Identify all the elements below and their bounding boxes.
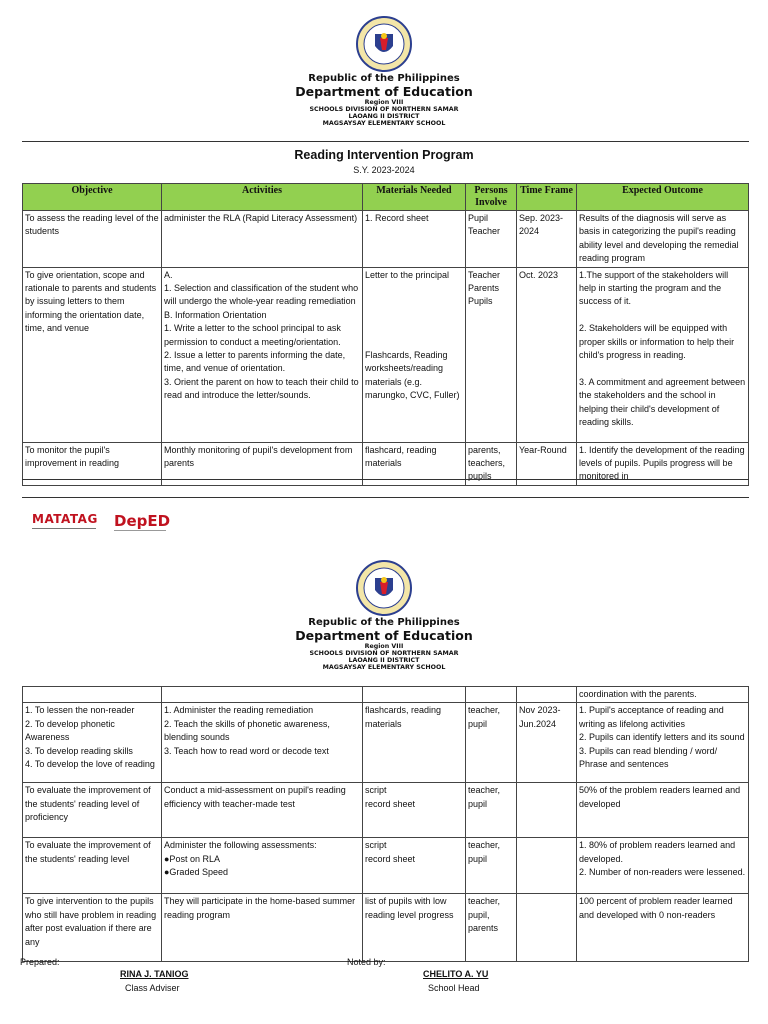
header-divider: [22, 141, 749, 142]
deped-seal-logo: [356, 560, 412, 616]
objective-cell: To evaluate the improvement of the students' reading level of proficiency: [23, 783, 162, 838]
col-time-frame: Time Frame: [517, 184, 577, 211]
persons-cell: Pupil Teacher: [466, 211, 517, 268]
persons-cell: parents, teachers, pupils: [466, 442, 517, 485]
persons-cell: [466, 687, 517, 703]
department-line: Department of Education: [295, 84, 473, 99]
table-header-row: [23, 184, 749, 211]
persons-cell: teacher, pupil: [466, 703, 517, 783]
time-frame-cell: Sep. 2023-2024: [517, 211, 577, 268]
prepared-name: RINA J. TANIOG: [120, 969, 189, 979]
school-line: MAGSAYSAY ELEMENTARY SCHOOL: [322, 120, 446, 128]
division-line: SCHOOLS DIVISION OF NORTHERN SAMAR: [309, 649, 459, 657]
col-objective: Objective: [23, 184, 162, 211]
table-row: [23, 267, 749, 442]
outcome-cell: 1. Pupil's acceptance of reading and writing as lifelong activities 2. Pupils can identify letters and its sound 3. Pupils can read blending / word/ Phrase and sentences: [577, 703, 749, 783]
republic-line: Republic of the Philippines: [308, 73, 460, 84]
intervention-table-page1: [22, 183, 749, 486]
objective-cell: To assess the reading level of the students: [23, 211, 162, 268]
materials-cell: list of pupils with low reading level progress: [363, 894, 466, 962]
materials-cell: [363, 687, 466, 703]
district-line: LAOANG II DISTRICT: [348, 113, 420, 121]
deped-tagline-line: [114, 530, 166, 531]
objective-cell: To give intervention to the pupils who still have problem in reading after post evaluation if there are any: [23, 894, 162, 962]
letterhead: [0, 74, 768, 128]
objective-cell: To evaluate the improvement of the students' reading level: [23, 838, 162, 894]
time-frame-cell: [517, 687, 577, 703]
time-frame-cell: [517, 838, 577, 894]
program-title: Reading Intervention Program: [294, 148, 474, 162]
prepared-role: Class Adviser: [125, 983, 180, 993]
intervention-table-page2: [22, 686, 749, 962]
activities-cell: Monthly monitoring of pupil's development from parents: [162, 442, 363, 485]
materials-cell: flashcard, reading materials: [363, 442, 466, 485]
persons-cell: teacher, pupil, parents: [466, 894, 517, 962]
outcome-cell: 1. Identify the development of the reading levels of pupils. Pupils progress will be monitored in: [577, 442, 749, 485]
table-row: [23, 894, 749, 962]
col-expected-outcome: Expected Outcome: [577, 184, 749, 211]
materials-cell: script record sheet: [363, 838, 466, 894]
district-line: LAOANG II DISTRICT: [348, 657, 420, 665]
letterhead: [0, 618, 768, 672]
division-line: SCHOOLS DIVISION OF NORTHERN SAMAR: [309, 105, 459, 113]
activities-cell: [162, 687, 363, 703]
prepared-label: Prepared:: [20, 957, 60, 967]
table-row: [23, 211, 749, 268]
outcome-cell: coordination with the parents.: [577, 687, 749, 703]
materials-cell: flashcards, reading materials: [363, 703, 466, 783]
school-year: S.Y. 2023-2024: [353, 165, 415, 175]
materials-cell: 1. Record sheet: [363, 211, 466, 268]
activities-cell: Administer the following assessments: ●Post on RLA ●Graded Speed: [162, 838, 363, 894]
time-frame-cell: Year-Round: [517, 442, 577, 485]
activities-cell: They will participate in the home-based summer reading program: [162, 894, 363, 962]
outcome-cell: Results of the diagnosis will serve as basis in categorizing the pupil's reading ability level and developing the remedial reading program: [577, 211, 749, 268]
region-line: Region VIII: [364, 98, 404, 106]
outcome-cell: 1.The support of the stakeholders will help in starting the program and the success of it. 2. Stakeholders will be equipped with proper skills or information to help their child's progress in reading. 3. A commitment and agreement between the stakeholders and the school in helping their child's development of reading skills.: [577, 267, 749, 442]
activities-cell: administer the RLA (Rapid Literacy Assessment): [162, 211, 363, 268]
table-row: [23, 703, 749, 783]
noted-name: CHELITO A. YU: [423, 969, 489, 979]
time-frame-cell: Oct. 2023: [517, 267, 577, 442]
republic-line: Republic of the Philippines: [308, 617, 460, 628]
table-row: [23, 783, 749, 838]
objective-cell: To give orientation, scope and rationale to parents and students by issuing letters to them informing the orientation date, time, and venue: [23, 267, 162, 442]
activities-cell: Conduct a mid-assessment on pupil's reading efficiency with teacher-made test: [162, 783, 363, 838]
deped-seal-logo: [356, 16, 412, 72]
school-line: MAGSAYSAY ELEMENTARY SCHOOL: [322, 664, 446, 672]
objective-cell: [23, 687, 162, 703]
persons-cell: teacher, pupil: [466, 838, 517, 894]
table-row: [23, 687, 749, 703]
time-frame-cell: Nov 2023-Jun.2024: [517, 703, 577, 783]
page1-bottom-rule: [22, 479, 749, 480]
time-frame-cell: [517, 894, 577, 962]
region-line: Region VIII: [364, 642, 404, 650]
activities-cell: 1. Administer the reading remediation 2. Teach the skills of phonetic awareness, blending sounds 3. Teach how to read word or decode text: [162, 703, 363, 783]
time-frame-cell: [517, 783, 577, 838]
col-persons: Persons Involve: [466, 184, 517, 211]
objective-cell: To monitor the pupil's improvement in reading: [23, 442, 162, 485]
persons-cell: Teacher Parents Pupils: [466, 267, 517, 442]
table-row: [23, 838, 749, 894]
noted-role: School Head: [428, 983, 480, 993]
matatag-tagline-line: [32, 528, 96, 529]
materials-cell: Letter to the principal Flashcards, Reading worksheets/reading materials (e.g. marungko, CVC, Fuller): [363, 267, 466, 442]
footer-divider: [22, 497, 749, 498]
activities-cell: A. 1. Selection and classification of the student who will undergo the whole-year reading remediation B. Information Orientation 1. Write a letter to the school principal to ask permission to conduct a meeting/orientation. 2. Issue a letter to parents informing the date, time, and venue of orientation. 3. Orient the parent on how to teach their child to read and introduce the letter/sounds.: [162, 267, 363, 442]
materials-cell: script record sheet: [363, 783, 466, 838]
department-line: Department of Education: [295, 628, 473, 643]
outcome-cell: 1. 80% of problem readers learned and developed. 2. Number of non-readers were lessened.: [577, 838, 749, 894]
col-materials: Materials Needed: [363, 184, 466, 211]
persons-cell: teacher, pupil: [466, 783, 517, 838]
noted-label: Noted by:: [347, 957, 386, 967]
col-activities: Activities: [162, 184, 363, 211]
matatag-logo: MATATAG: [32, 512, 98, 526]
outcome-cell: 50% of the problem readers learned and developed: [577, 783, 749, 838]
deped-logo: DepED: [114, 512, 171, 530]
outcome-cell: 100 percent of problem reader learned and developed with 0 non-readers: [577, 894, 749, 962]
objective-cell: 1. To lessen the non-reader 2. To develop phonetic Awareness 3. To develop reading skills 4. To develop the love of reading: [23, 703, 162, 783]
